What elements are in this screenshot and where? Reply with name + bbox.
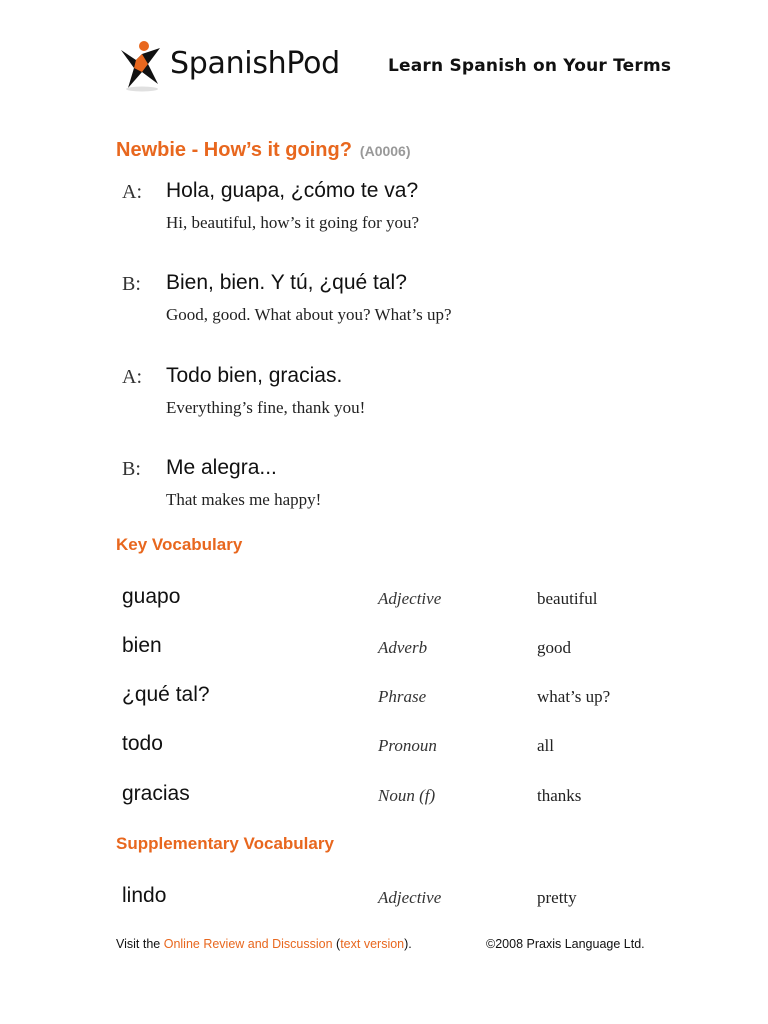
copyright-notice: ©2008 Praxis Language Ltd. — [486, 937, 645, 951]
vocab-word: bien — [122, 634, 162, 657]
footer-prefix: Visit the — [116, 937, 164, 951]
speaker-label: B: — [122, 273, 141, 295]
speaker-label: A: — [122, 181, 142, 203]
lesson-title-text: Newbie - How’s it going? — [116, 139, 352, 161]
footer-close-paren: ). — [404, 937, 412, 951]
logo-figure-icon — [118, 40, 164, 92]
dialogue-line — [122, 458, 682, 528]
dialogue-line — [122, 181, 682, 251]
vocab-row — [122, 683, 682, 713]
spanish-line: Bien, bien. Y tú, ¿qué tal? — [166, 271, 407, 294]
vocab-translation: all — [537, 736, 554, 755]
english-translation: Everything’s fine, thank you! — [166, 398, 366, 417]
speaker-label: B: — [122, 458, 141, 480]
vocab-part-of-speech: Adjective — [378, 888, 442, 907]
spanishpod-logo[interactable] — [118, 38, 358, 94]
english-translation: Hi, beautiful, how’s it going for you? — [166, 213, 420, 232]
vocab-translation: what’s up? — [537, 687, 611, 706]
vocab-word: ¿qué tal? — [122, 683, 210, 706]
footer-open-paren: ( — [332, 937, 341, 951]
vocab-word: guapo — [122, 585, 181, 608]
vocab-word: todo — [122, 732, 163, 755]
spanish-line: Hola, guapa, ¿cómo te va? — [166, 179, 419, 202]
logo-text: SpanishPod — [170, 46, 340, 81]
dialogue-line — [122, 273, 682, 343]
vocab-row — [122, 732, 682, 762]
vocab-row — [122, 585, 682, 615]
vocab-part-of-speech: Phrase — [378, 687, 427, 706]
dialogue-line — [122, 366, 682, 436]
text-version-link[interactable]: text version — [340, 937, 405, 951]
vocab-translation: beautiful — [537, 589, 598, 608]
spanish-line: Todo bien, gracias. — [166, 364, 343, 387]
vocab-translation: pretty — [537, 888, 577, 907]
vocab-translation: good — [537, 638, 571, 657]
supplementary-vocabulary-heading: Supplementary Vocabulary — [116, 834, 334, 853]
page-header — [118, 38, 678, 94]
vocab-word: gracias — [122, 782, 190, 805]
tagline: Learn Spanish on Your Terms — [388, 56, 672, 76]
lesson-code: (A0006) — [359, 143, 411, 159]
vocab-part-of-speech: Pronoun — [378, 736, 437, 755]
english-translation: Good, good. What about you? What’s up? — [166, 305, 452, 324]
vocab-part-of-speech: Adjective — [378, 589, 442, 608]
key-vocabulary-heading: Key Vocabulary — [116, 535, 243, 554]
lesson-title — [116, 139, 411, 162]
vocab-word: lindo — [122, 884, 167, 907]
vocab-part-of-speech: Adverb — [378, 638, 428, 657]
online-review-link[interactable]: Online Review and Discussion — [163, 937, 333, 951]
vocab-translation: thanks — [537, 786, 582, 805]
vocab-part-of-speech: Noun (f) — [378, 786, 436, 805]
speaker-label: A: — [122, 366, 142, 388]
vocab-row — [122, 634, 682, 664]
english-translation: That makes me happy! — [166, 490, 322, 509]
vocab-row — [122, 884, 682, 914]
vocab-row — [122, 782, 682, 812]
spanish-line: Me alegra... — [166, 456, 277, 479]
